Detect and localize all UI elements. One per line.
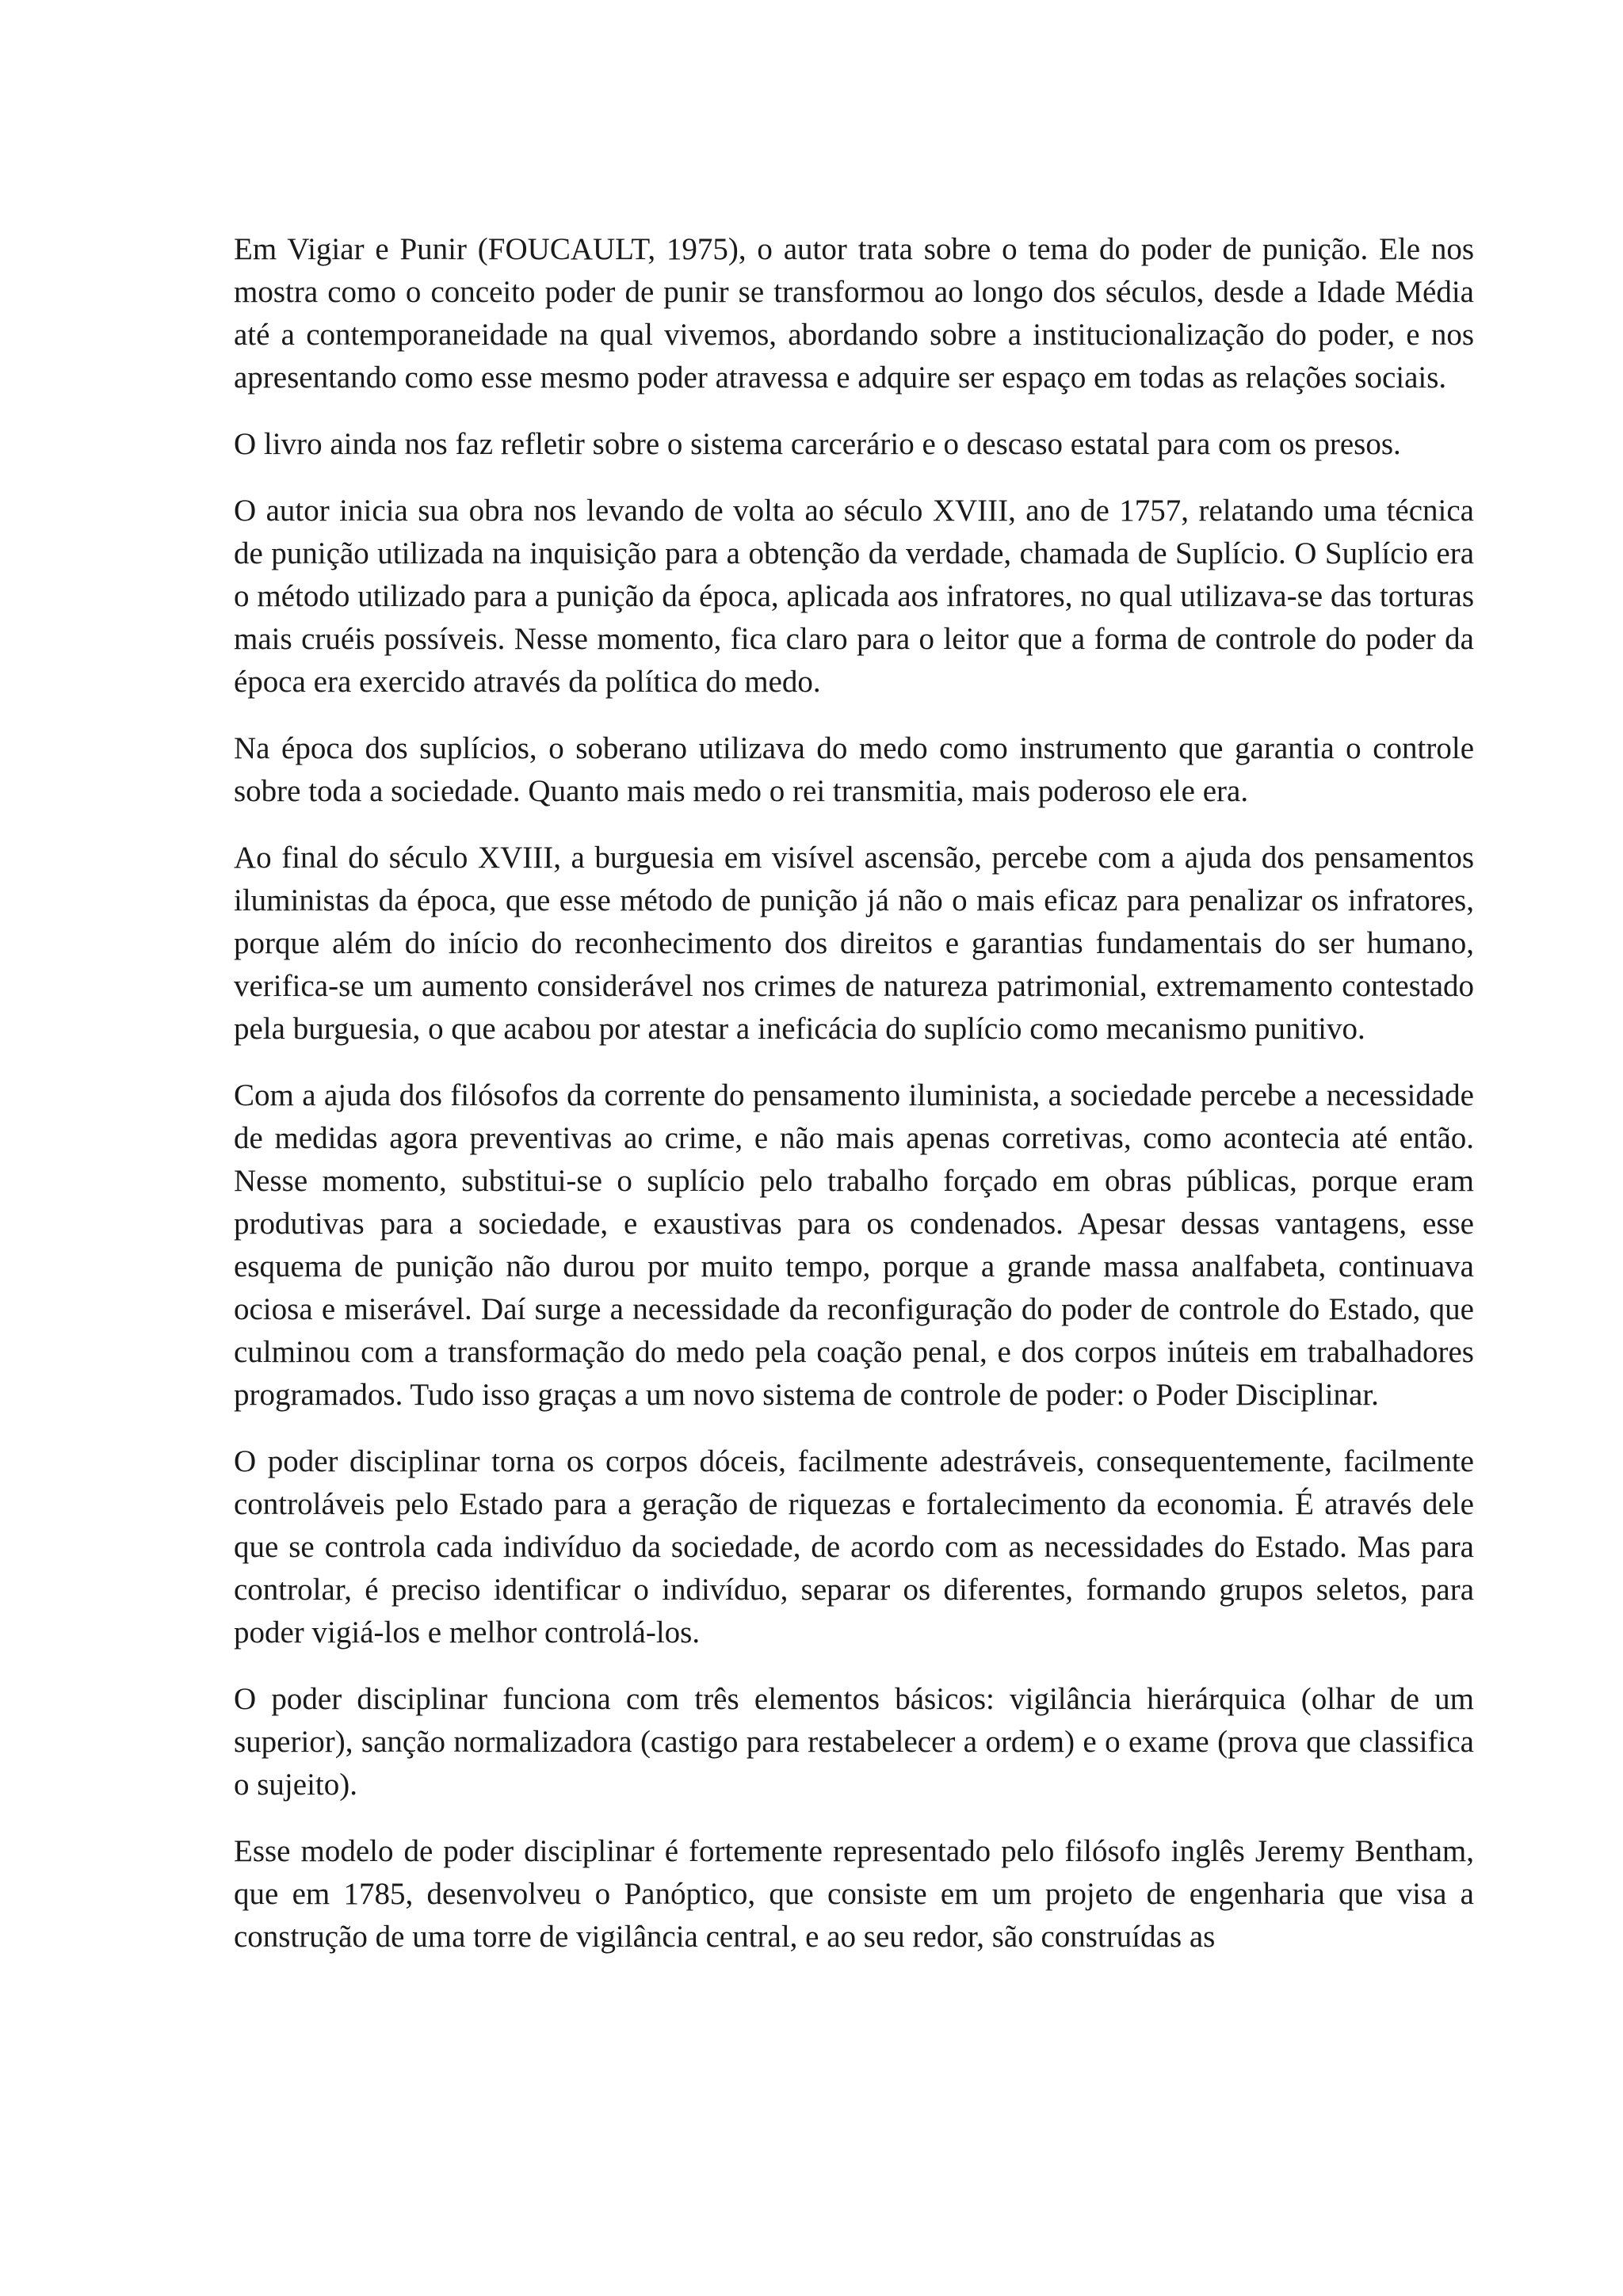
paragraph-7: O poder disciplinar torna os corpos dóceis, facilmente adestráveis, consequentemente, facilmente controláveis pelo Estado para a geração de riquezas e fortalecimento da economia. É através dele que se controla cada indivíduo da sociedade, de acordo com as necessidades do Estado. Mas para controlar, é preciso identificar o indivíduo, separar os diferentes, formando grupos seletos, para poder vigiá-los e melhor controlá-los. (234, 1444, 1474, 1650)
document-body (234, 228, 1474, 1982)
paragraph-4: Na época dos suplícios, o soberano utilizava do medo como instrumento que garantia o controle sobre toda a sociedade. Quanto mais medo o rei transmitia, mais poderoso ele era. (234, 731, 1474, 808)
paragraph-1: Em Vigiar e Punir (FOUCAULT, 1975), o autor trata sobre o tema do poder de punição. Ele nos mostra como o conceito poder de punir se transformou ao longo dos séculos, desde a Idade Média até a contemporaneidade na qual vivemos, abordando sobre a institucionalização do poder, e nos apresentando como esse mesmo poder atravessa e adquire ser espaço em todas as relações sociais. (234, 232, 1474, 395)
paragraph-8: O poder disciplinar funciona com três elementos básicos: vigilância hierárquica (olhar de um superior), sanção normalizadora (castigo para restabelecer a ordem) e o exame (prova que classifica o sujeito). (234, 1682, 1474, 1802)
paragraph-3: O autor inicia sua obra nos levando de volta ao século XVIII, ano de 1757, relatando uma técnica de punição utilizada na inquisição para a obtenção da verdade, chamada de Suplício. O Suplício era o método utilizado para a punição da época, aplicada aos infratores, no qual utilizava-se das torturas mais cruéis possíveis. Nesse momento, fica claro para o leitor que a forma de controle do poder da época era exercido através da política do medo. (234, 494, 1474, 699)
paragraph-6: Com a ajuda dos filósofos da corrente do pensamento iluminista, a sociedade percebe a necessidade de medidas agora preventivas ao crime, e não mais apenas corretivas, como acontecia até então. Nesse momento, substitui-se o suplício pelo trabalho forçado em obras públicas, porque eram produtivas para a sociedade, e exaustivas para os condenados. Apesar dessas vantagens, esse esquema de punição não durou por muito tempo, porque a grande massa analfabeta, continuava ociosa e miserável. Daí surge a necessidade da reconfiguração do poder de controle do Estado, que culminou com a transformação do medo pela coação penal, e dos corpos inúteis em trabalhadores programados. Tudo isso graças a um novo sistema de controle de poder: o Poder Disciplinar. (234, 1078, 1474, 1412)
paragraph-2: O livro ainda nos faz refletir sobre o sistema carcerário e o descaso estatal para com os presos. (234, 427, 1401, 461)
paragraph-9: Esse modelo de poder disciplinar é fortemente representado pelo filósofo inglês Jeremy Bentham, que em 1785, desenvolveu o Panóptico, que consiste em um projeto de engenharia que visa a construção de uma torre de vigilância central, e ao seu redor, são construídas as (234, 1834, 1474, 1954)
paragraph-5: Ao final do século XVIII, a burguesia em visível ascensão, percebe com a ajuda dos pensamentos iluministas da época, que esse método de punição já não o mais eficaz para penalizar os infratores, porque além do início do reconhecimento dos direitos e garantias fundamentais do ser humano, verifica-se um aumento considerável nos crimes de natureza patrimonial, extremamento contestado pela burguesia, o que acabou por atestar a ineficácia do suplício como mecanismo punitivo. (234, 841, 1474, 1046)
